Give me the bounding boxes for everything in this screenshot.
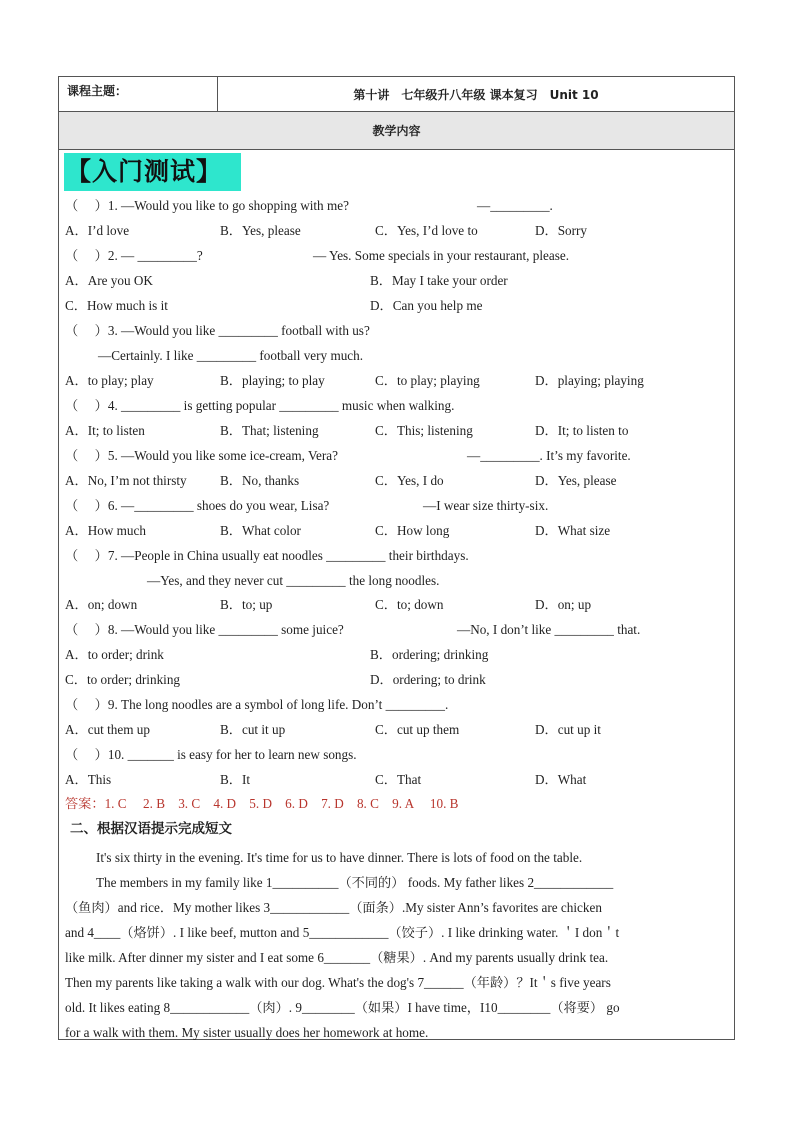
option-b: B．playing; to play <box>220 373 325 388</box>
stem-reply: —_________. <box>477 198 553 213</box>
lesson-title: 第十讲 七年级升八年级 课本复习 Unit 10 <box>353 88 599 102</box>
passage-line: It's six thirty in the evening. It's time for us to have dinner. There is lots of food on the table. <box>96 850 583 865</box>
question-options <box>65 645 734 665</box>
teaching-content-band: 教学内容 <box>59 112 734 150</box>
course-topic-label: 课程主题： <box>59 77 218 111</box>
option-d: D．What <box>535 772 587 787</box>
option-a: A．No, I’m not thirsty <box>65 473 187 488</box>
option-d: D．Sorry <box>535 223 588 238</box>
option-b: B．That; listening <box>220 423 319 438</box>
stem-reply: —I wear size thirty-six. <box>423 498 549 513</box>
question-stem <box>65 396 734 416</box>
question-stem <box>65 546 734 566</box>
stem-text: （ ）8. —Would you like _________ some juice? <box>65 622 344 637</box>
passage-line: Then my parents like taking a walk with our dog. What's the dog's 7______（年龄）？It＇s five years <box>65 975 611 990</box>
option-b: B．No, thanks <box>220 473 300 488</box>
stem-text: —Yes, and they never cut _________ the long noodles. <box>147 573 440 588</box>
question-stem <box>65 246 734 266</box>
stem-text: （ ）10. _______ is easy for her to learn new songs. <box>65 747 357 762</box>
option-a: A．This <box>65 772 112 787</box>
option-b: B．to; up <box>220 597 273 612</box>
stem-text: —Certainly. I like _________ football very much. <box>98 348 364 363</box>
stem-text: （ ）6. —_________ shoes do you wear, Lisa? <box>65 498 330 513</box>
option-b: B．May I take your order <box>370 273 508 288</box>
option-c: C．This; listening <box>375 423 473 438</box>
option-a: A．I’d love <box>65 223 130 238</box>
question-stem <box>65 571 734 591</box>
option-d: D．playing; playing <box>535 373 644 388</box>
stem-text: （ ）2. — _________? <box>65 248 203 263</box>
answer-text: 1. C 2. B 3. C 4. D 5. D 6. D 7. D 8. C 9. A 10. B <box>104 796 459 811</box>
option-d: D．What size <box>535 523 611 538</box>
stem-text: （ ）3. —Would you like _________ football with us? <box>65 323 370 338</box>
passage-line: The members in my family like 1__________（不同的） foods. My father likes 2____________ <box>96 875 614 890</box>
stem-text: （ ）7. —People in China usually eat noodles _________ their birthdays. <box>65 548 469 563</box>
question-options <box>65 271 734 291</box>
question-options <box>65 720 734 740</box>
option-c: C．cut up them <box>375 722 460 737</box>
option-b: D．ordering; to drink <box>370 672 486 687</box>
question-stem <box>65 695 734 715</box>
option-c: C．to play; playing <box>375 373 480 388</box>
option-a: C．How much is it <box>65 298 168 313</box>
question-stem <box>65 346 734 366</box>
question-options <box>65 521 734 541</box>
stem-text: （ ）9. The long noodles are a symbol of long life. Don’t _________. <box>65 697 449 712</box>
question-options <box>65 371 734 391</box>
stem-text: （ ）1. —Would you like to go shopping with me? <box>65 198 349 213</box>
section-2-title: 二、根据汉语提示完成短文 <box>70 821 232 837</box>
passage-line: like milk. After dinner my sister and I eat some 6_______（糖果）. And my parents usually drink tea. <box>65 950 609 965</box>
option-b: D．Can you help me <box>370 298 483 313</box>
question-options <box>65 421 734 441</box>
question-options <box>65 296 734 316</box>
question-stem <box>65 620 734 640</box>
question-options <box>65 770 734 790</box>
header-row <box>59 77 734 112</box>
option-b: B．What color <box>220 523 301 538</box>
passage-line: for a walk with them. My sister usually does her homework at home. <box>65 1025 429 1040</box>
option-d: D．cut up it <box>535 722 601 737</box>
question-stem <box>65 745 734 765</box>
answer-line <box>65 794 734 814</box>
question-stem <box>65 496 734 516</box>
option-a: A．cut them up <box>65 722 150 737</box>
stem-text: （ ）4. _________ is getting popular _________ music when walking. <box>65 398 455 413</box>
option-a: A．It; to listen <box>65 423 145 438</box>
option-b: B．It <box>220 772 251 787</box>
option-b: B．Yes, please <box>220 223 301 238</box>
option-c: C．That <box>375 772 422 787</box>
option-d: D．Yes, please <box>535 473 617 488</box>
entry-test-banner: 【入门测试】 <box>64 153 241 191</box>
question-options <box>65 595 734 615</box>
question-options <box>65 471 734 491</box>
question-stem <box>65 446 734 466</box>
stem-text: （ ）5. —Would you like some ice-cream, Vera? <box>65 448 338 463</box>
question-stem <box>65 196 734 216</box>
passage-line: old. It likes eating 8____________（肉）. 9________（如果）I have time，I10________（将要） go <box>65 1000 620 1015</box>
answer-label: 答案： <box>65 796 105 811</box>
option-a: A．on; down <box>65 597 138 612</box>
option-c: C．How long <box>375 523 450 538</box>
stem-reply: —_________. It’s my favorite. <box>467 448 631 463</box>
passage-line: and 4____（烙饼）. I like beef, mutton and 5____________（饺子）. I like drinking water. ＇I don＇t <box>65 925 620 940</box>
option-d: D．It; to listen to <box>535 423 629 438</box>
stem-reply: — Yes. Some specials in your restaurant, please. <box>313 248 570 263</box>
option-c: C．Yes, I do <box>375 473 444 488</box>
question-options <box>65 221 734 241</box>
stem-reply: —No, I don’t like _________ that. <box>457 622 641 637</box>
option-b: B．cut it up <box>220 722 286 737</box>
option-b: B．ordering; drinking <box>370 647 489 662</box>
option-a: A．How much <box>65 523 146 538</box>
option-a: A．to play; play <box>65 373 154 388</box>
option-a: C．to order; drinking <box>65 672 181 687</box>
option-c: C．to; down <box>375 597 444 612</box>
question-options <box>65 670 734 690</box>
option-a: A．to order; drink <box>65 647 164 662</box>
question-stem <box>65 321 734 341</box>
option-c: C．Yes, I’d love to <box>375 223 478 238</box>
passage-line: （鱼肉）and rice．My mother likes 3____________（面条）.My sister Ann’s favorites are chicken <box>65 900 602 915</box>
option-a: A．Are you OK <box>65 273 153 288</box>
option-d: D．on; up <box>535 597 592 612</box>
